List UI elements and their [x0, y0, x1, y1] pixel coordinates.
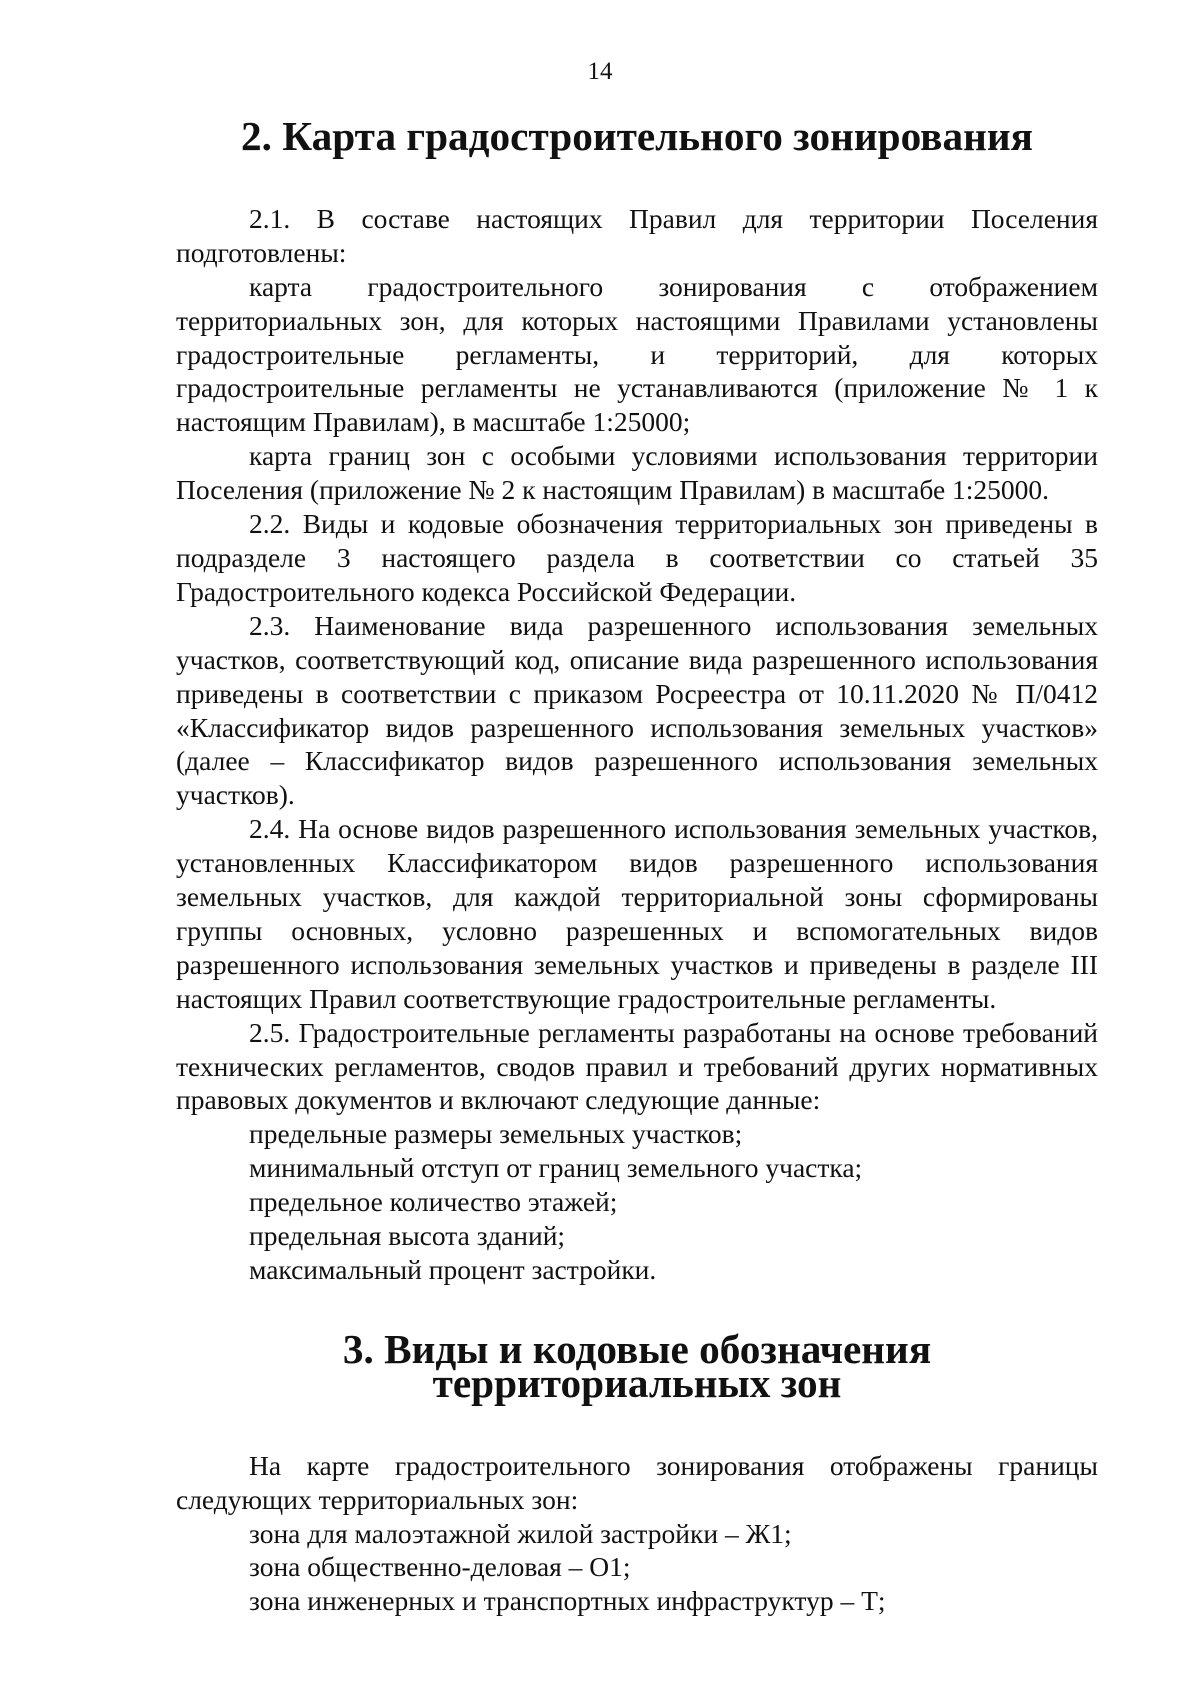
regulation-item: минимальный отступ от границ земельного участка;	[249, 1152, 863, 1184]
paragraph-2-1-item-2: карта границ зон с особыми условиями использования территории Поселения (приложение № 2 к настоящим Правилам) в масштабе 1:25000.	[176, 440, 1098, 506]
section-3-title: 3. Виды и кодовые обозначения территориальных зон	[342, 1325, 932, 1406]
paragraph-2-1-item-1: карта градостроительного зонирования с отображением территориальных зон, для которых настоящими Правилами установлены градостроительные регламенты, и территорий, для которых градостроительные регламенты не устанавливаются (приложение № 1 к настоящим Правилам), в масштабе 1:25000;	[176, 270, 1098, 438]
paragraph-2-4: 2.4. На основе видов разрешенного использования земельных участков, установленных Классификатором видов разрешенного использования земельных участков, для каждой территориальной зоны сформированы группы основных, условно разрешенных и вспомогательных видов разрешенного использования земельных участков и приведены в разделе III настоящих Правил соответствующие градостроительные регламенты.	[176, 813, 1098, 1014]
zone-item: зона для малоэтажной жилой застройки – Ж1;	[249, 1517, 792, 1549]
regulation-item: предельное количество этажей;	[249, 1186, 618, 1218]
document-body	[176, 113, 1098, 1618]
section-3-intro: На карте градостроительного зонирования отображены границы следующих территориальных зон:	[176, 1449, 1098, 1515]
paragraph-2-3: 2.3. Наименование вида разрешенного использования земельных участков, соответствующий код, описание вида разрешенного использования приведены в соответствии с приказом Росреестра от 10.11.2020 № П/0412 «Классификатор видов разрешенного использования земельных участков» (далее – Классификатор видов разрешенного использования земельных участков).	[176, 609, 1098, 811]
regulation-item: предельные размеры земельных участков;	[249, 1118, 743, 1150]
regulation-item: максимальный процент застройки.	[249, 1254, 657, 1285]
zone-item: зона общественно-деловая – О1;	[249, 1551, 631, 1583]
paragraph-2-2: 2.2. Виды и кодовые обозначения территориальных зон приведены в подразделе 3 настоящего раздела в соответствии со статьей 35 Градостроительного кодекса Российской Федерации.	[176, 508, 1098, 607]
zone-item: зона инженерных и транспортных инфраструктур – Т;	[249, 1585, 886, 1617]
page-number: 14	[587, 58, 613, 85]
paragraph-2-1: 2.1. В составе настоящих Правил для территории Поселения подготовлены:	[176, 202, 1098, 268]
section-2-title: 2. Карта градостроительного зонирования	[241, 113, 1033, 159]
paragraph-2-5: 2.5. Градостроительные регламенты разработаны на основе требований технических регламентов, сводов правил и требований других нормативных правовых документов и включают следующие данные:	[176, 1016, 1098, 1116]
regulation-item: предельная высота зданий;	[249, 1220, 566, 1252]
